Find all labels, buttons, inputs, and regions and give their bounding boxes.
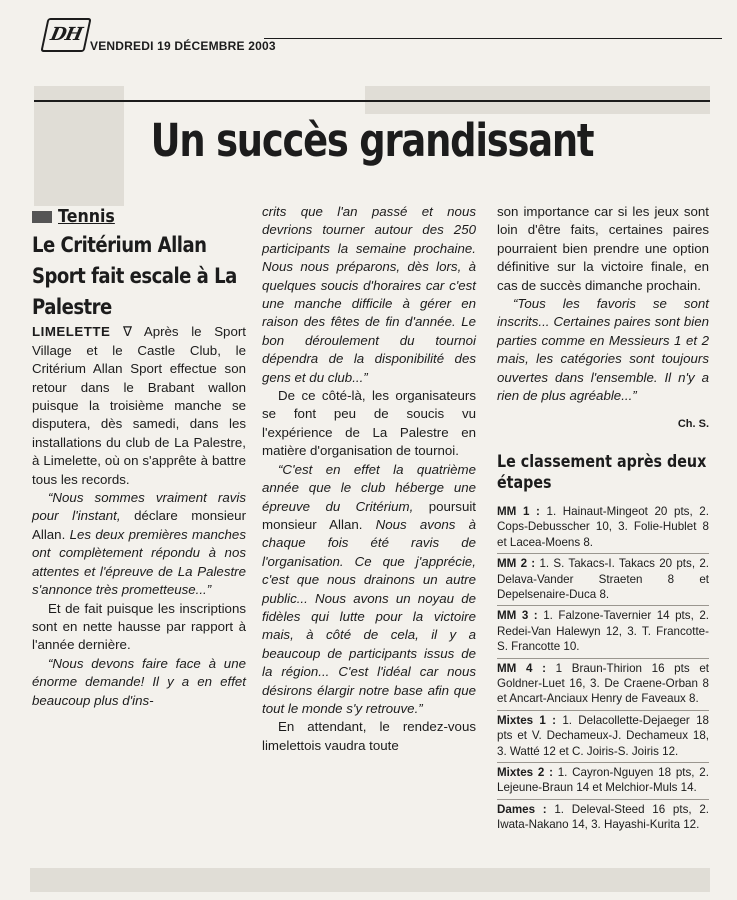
quote-paragraph-4: “Tous les favoris se sont inscrits... Certaines paires sont bien parties comme en Messieurs 1 et 2 mais, les catégories sont toujours ouvertes dans l'ensemble. Il n'y a rien de plus agréable...” (497, 296, 709, 404)
standings-text: 1. Hainaut-Mingeot 20 pts, 2. Cops-Debusscher 10, 3. Folie-Hublet 8 et Lacea-Moens 8. (497, 504, 709, 549)
rubric-square-icon (32, 211, 52, 223)
quote-paragraph-1 (32, 489, 246, 599)
standings-category: MM 4 : (497, 661, 546, 675)
bleed-through-bottom (30, 868, 710, 892)
standings-row (497, 659, 709, 711)
publication-date: VENDREDI 19 DÉCEMBRE 2003 (90, 39, 276, 53)
author-signature: Ch. S. (677, 418, 709, 431)
standings-list (497, 502, 709, 836)
article-headline: Un succès grandissant (150, 114, 594, 167)
standings-category: MM 1 : (497, 504, 540, 518)
marker-icon: ∇ (123, 324, 132, 340)
standings-text: 1 Braun-Thirion 16 pts et Goldner-Luet 16, 3. De Craene-Orban 8 et Ancart-Anciaux Henry de Faveaux 8. (497, 661, 709, 706)
quote-paragraph-2: “Nous devons faire face à une énorme demande! Il y a en effet beaucoup plus d'ins- (32, 655, 246, 708)
article-subhead: Le Critérium Allan Sport fait escale à La Palestre (32, 233, 237, 320)
quote-1-part-c: Les deux premières manches ont complètement répondu à nos attentes et l'épreuve de La Palestre s'annonce très prometteuse...” (32, 526, 246, 598)
masthead (34, 14, 724, 54)
paragraph-3: De ce côté-là, les organisateurs se font peu de soucis vu l'expérience de La Palestre en matière d'organisation de tournoi. (262, 388, 476, 459)
standings-row (497, 502, 709, 554)
paragraph-2: Et de fait puisque les inscriptions sont en nette hausse par rapport à l'année dernière. (32, 600, 246, 653)
city-label: LIMELETTE (32, 324, 111, 340)
standings-category: Mixtes 1 : (497, 713, 557, 727)
quote-1-attribution: déclare monsieur Allan. (32, 508, 246, 542)
quote-2-continued: crits que l'an passé et nous devrions tourner autour des 250 participants la semaine prochaine. Nous nous préparons, dès lors, à quelques soucis d'horaires car c'est une manche difficile à gérer en raison des fêtes de fin d'année. Le bon déroulement du tournoi dépendra de la disponibilité des gens et du club...” (262, 204, 476, 385)
standings-category: Mixtes 2 : (497, 765, 553, 779)
column-1 (32, 206, 246, 710)
quote-3-attribution: poursuit monsieur Allan. (262, 498, 476, 532)
standings-title: Le classement après deux étapes (497, 451, 707, 493)
lead-paragraph (32, 323, 246, 489)
standings-category: MM 2 : (497, 557, 536, 571)
article-top-rule (34, 100, 710, 102)
paragraph-4: En attendant, le rendez-vous limelettois vaudra toute (262, 719, 476, 753)
column-2 (262, 203, 476, 755)
lead-text: Après le Sport Village et le Castle Club, le Critérium Allan Sport effectue son retour dans le Brabant wallon puisque la troisième manche se disputera, dès samedi, dans les installations du club de La Palestre, à Limelette, où on s'apprête à battre tous les records. (32, 324, 246, 487)
quote-paragraph-3 (262, 461, 476, 719)
masthead-rule (264, 38, 722, 39)
standings-text: 1. Deleval-Steed 16 pts, 2. Iwata-Nakano 14, 3. Hayashi-Kurita 12. (497, 802, 709, 832)
standings-category: Dames : (497, 802, 547, 816)
standings-row (497, 800, 709, 836)
newspaper-logo: DH (40, 18, 91, 52)
standings-category: MM 3 : (497, 609, 538, 623)
standings-text: 1. Falzone-Tavernier 14 pts, 2. Redei-Van Halewyn 12, 3. T. Francotte-S. Francotte 10. (497, 609, 709, 654)
standings-text: 1. Cayron-Nguyen 18 pts, 2. Lejeune-Braun 14 et Melchior-Muls 14. (497, 765, 709, 795)
quote-1-part-a: “Nous sommes vraiment ravis pour l'instant, (32, 490, 246, 524)
quote-3-part-c: Nous avons à chaque fois été ravis de l'organisation. Ce que j'apprécie, c'est que nous drainons un autre public... Nous avons un noyau de fidèles qui lutte pour la victoire mais, à côté de cela, il y a beaucoup de participants issus de la région... C'est l'idéal car nous désirons élargir notre base afin que tout le monde s'y retrouve.” (262, 516, 476, 716)
standings-text: 1. Delacollette-Dejaeger 18 pts et V. Dechameux-J. Dechameux 18, 3. Watté 12 et C. Joiris-S. Joiris 12. (497, 713, 709, 758)
standings-row (497, 711, 709, 763)
rubric-label: Tennis (58, 206, 115, 227)
rubric (32, 208, 246, 226)
column-3 (497, 203, 709, 836)
paragraph-4-continued: son importance car si les jeux sont loin d'être faits, certaines paires pourraient bien prendre une option définitive sur la victoire finale, en cas de succès dimanche prochain. (497, 204, 709, 293)
standings-row (497, 763, 709, 800)
standings-row (497, 554, 709, 606)
standings-text: 1. S. Takacs-I. Takacs 20 pts, 2. Delava-Vander Straeten 8 et Depelsenaire-Duca 8. (497, 557, 709, 601)
standings-row (497, 606, 709, 658)
quote-3-part-a: “C'est en effet la quatrième année que le club héberge une épreuve du Critérium, (262, 461, 476, 514)
